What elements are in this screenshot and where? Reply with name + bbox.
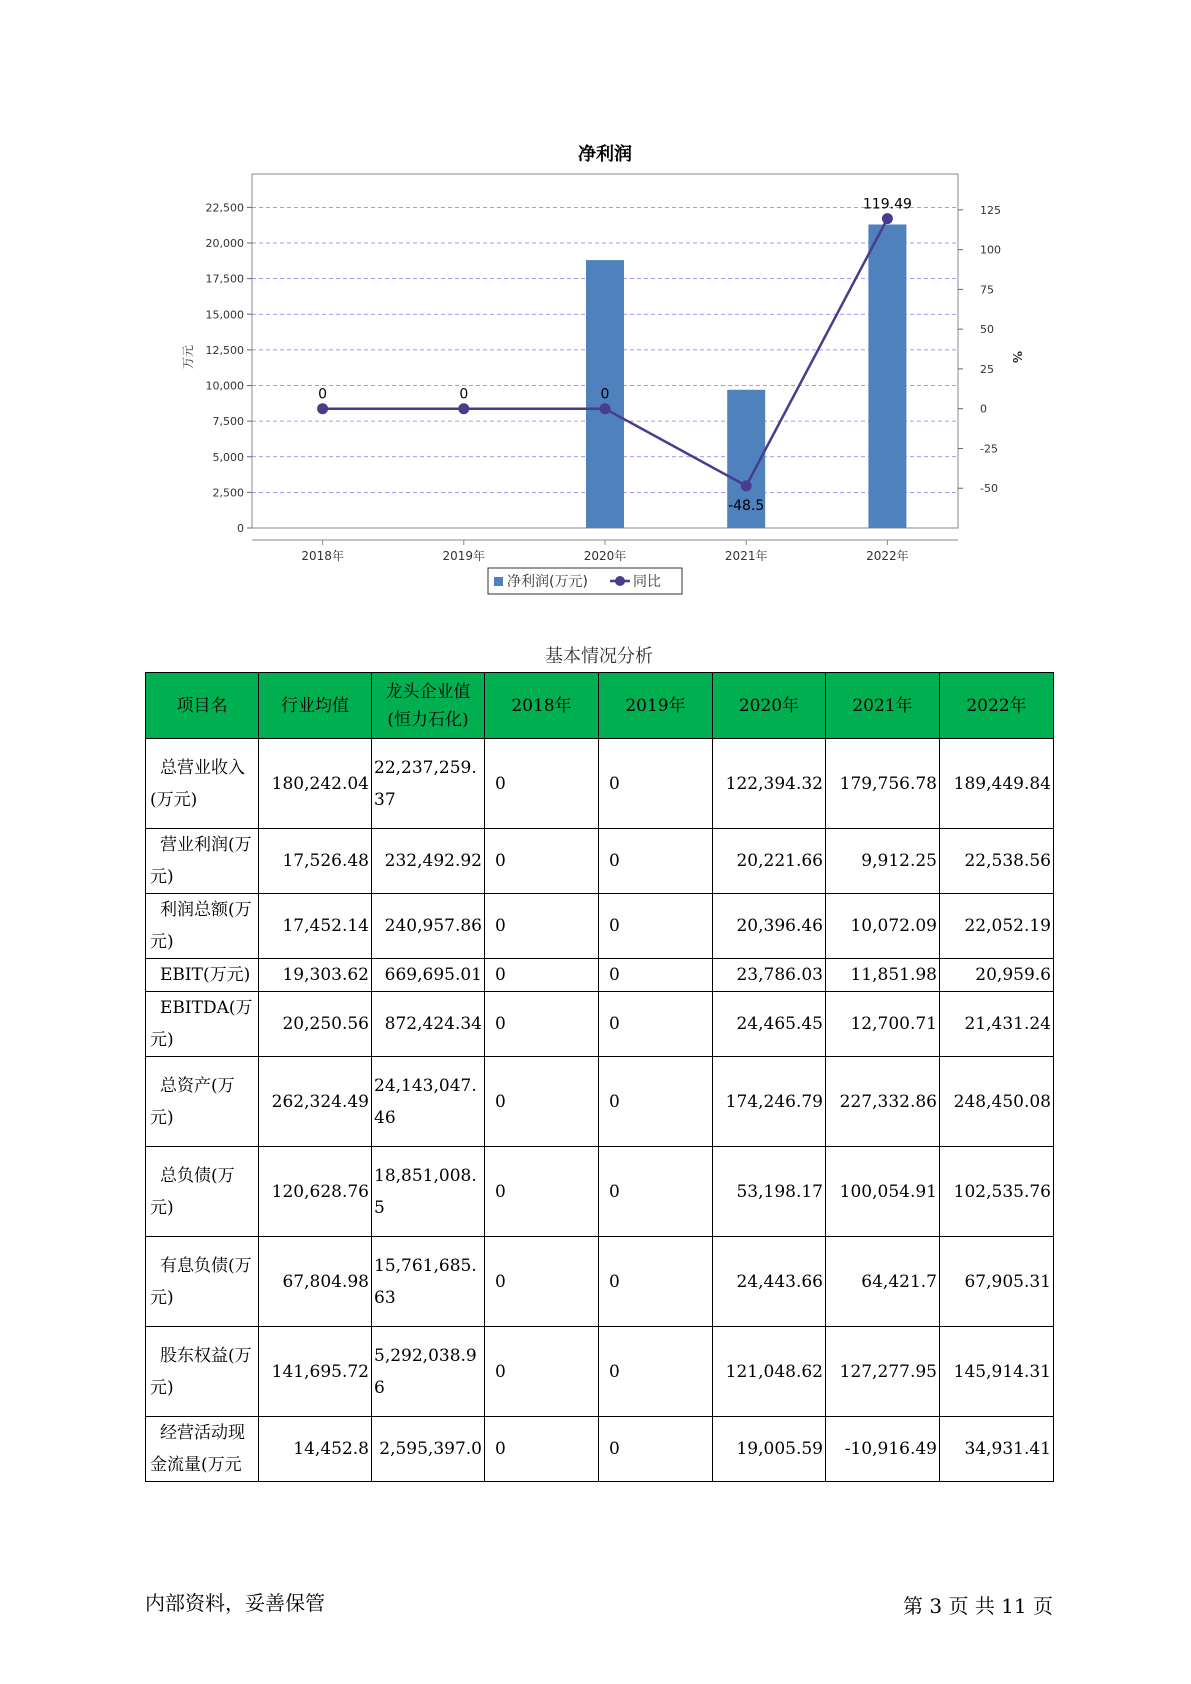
table-cell: 20,959.6 xyxy=(940,959,1054,992)
table-row xyxy=(146,1327,1054,1417)
table-cell: 17,526.48 xyxy=(259,829,372,894)
x-tick-label: 2019年 xyxy=(442,549,486,563)
table-cell: 15,761,685.63 xyxy=(372,1237,485,1327)
table-cell: 0 xyxy=(485,1237,599,1327)
table-cell: 0 xyxy=(599,829,713,894)
table-cell: 53,198.17 xyxy=(713,1147,826,1237)
y2-tick-label: 50 xyxy=(980,323,994,337)
table-cell: 0 xyxy=(485,992,599,1057)
header-cell: 项目名 xyxy=(146,673,259,739)
y-tick-label: 12,500 xyxy=(205,343,244,357)
table-cell: -10,916.49 xyxy=(826,1417,940,1482)
y-tick-label: 22,500 xyxy=(205,201,244,215)
table-cell: 248,450.08 xyxy=(940,1057,1054,1147)
footer-confidential-note: 内部资料，妥善保管 xyxy=(145,1591,325,1615)
table-row xyxy=(146,894,1054,959)
yoy-point xyxy=(317,403,328,414)
header-cell: 2020年 xyxy=(713,673,826,739)
table-cell: 21,431.24 xyxy=(940,992,1054,1057)
table-cell: 24,143,047.46 xyxy=(372,1057,485,1147)
header-cell: 2019年 xyxy=(599,673,713,739)
header-cell: 2018年 xyxy=(485,673,599,739)
table-cell: 0 xyxy=(599,992,713,1057)
table-cell: 20,221.66 xyxy=(713,829,826,894)
legend-line-label: 同比 xyxy=(633,574,661,590)
y2-tick-label: 100 xyxy=(980,243,1001,257)
table-cell: 669,695.01 xyxy=(372,959,485,992)
table-cell: 141,695.72 xyxy=(259,1327,372,1417)
header-cell: 行业均值 xyxy=(259,673,372,739)
net-profit-chart xyxy=(150,130,1024,600)
header-cell: 龙头企业值(恒力石化) xyxy=(372,673,485,739)
table-cell: 14,452.8 xyxy=(259,1417,372,1482)
y-tick-label: 20,000 xyxy=(205,237,244,250)
table-cell: 227,332.86 xyxy=(826,1057,940,1147)
table-cell: 24,443.66 xyxy=(713,1237,826,1327)
table-cell: 19,303.62 xyxy=(259,959,372,992)
table-cell: 19,005.59 xyxy=(713,1417,826,1482)
table-caption: 基本情况分析 xyxy=(545,646,653,667)
y-tick-label: 2,500 xyxy=(212,486,244,500)
row-label-cell: 经营活动现金流量(万元 xyxy=(146,1417,259,1482)
y-tick-label: 0 xyxy=(237,522,244,535)
legend-bar-label: 净利润(万元) xyxy=(507,574,588,590)
table-cell: 179,756.78 xyxy=(826,739,940,829)
table-cell: 0 xyxy=(485,829,599,894)
y2-tick-label: -50 xyxy=(980,482,998,496)
footer-page-number: 第 3 页 共 11 页 xyxy=(903,1594,1053,1618)
table-cell: 9,912.25 xyxy=(826,829,940,894)
table-cell: 2,595,397.0 xyxy=(372,1417,485,1482)
yoy-point xyxy=(741,480,752,491)
row-label-cell: 总营业收入(万元) xyxy=(146,739,259,829)
table-row xyxy=(146,1147,1054,1237)
table-cell: 0 xyxy=(599,894,713,959)
table-cell: 262,324.49 xyxy=(259,1057,372,1147)
table-cell: 34,931.41 xyxy=(940,1417,1054,1482)
table-cell: 122,394.32 xyxy=(713,739,826,829)
table-cell: 22,538.56 xyxy=(940,829,1054,894)
y2-tick-label: -25 xyxy=(980,442,998,456)
header-cell: 2021年 xyxy=(826,673,940,739)
bar xyxy=(868,224,906,528)
table-cell: 5,292,038.96 xyxy=(372,1327,485,1417)
y-tick-label: 5,000 xyxy=(212,450,244,464)
yoy-point xyxy=(458,403,469,414)
table-cell: 22,237,259.37 xyxy=(372,739,485,829)
chart-title: 净利润 xyxy=(578,144,632,165)
table-cell: 102,535.76 xyxy=(940,1147,1054,1237)
y2-tick-label: 125 xyxy=(980,203,1001,217)
y-tick-label: 7,500 xyxy=(212,415,244,429)
table-cell: 23,786.03 xyxy=(713,959,826,992)
table-row xyxy=(146,1237,1054,1327)
y2-tick-label: 0 xyxy=(980,402,987,416)
legend-bar-swatch xyxy=(494,577,503,586)
table-row xyxy=(146,739,1054,829)
table-cell: 120,628.76 xyxy=(259,1147,372,1237)
yoy-data-label: 0 xyxy=(600,386,610,403)
table-cell: 20,250.56 xyxy=(259,992,372,1057)
table-cell: 240,957.86 xyxy=(372,894,485,959)
row-label-cell: 总资产(万元) xyxy=(146,1057,259,1147)
row-label-cell: EBIT(万元) xyxy=(146,959,259,992)
table-row xyxy=(146,1057,1054,1147)
yoy-point xyxy=(882,213,893,224)
table-cell: 0 xyxy=(485,1327,599,1417)
basic-analysis-table xyxy=(145,672,1054,1482)
y-tick-label: 17,500 xyxy=(205,272,244,286)
row-label-cell: 有息负债(万元) xyxy=(146,1237,259,1327)
table-cell: 0 xyxy=(485,894,599,959)
x-tick-label: 2020年 xyxy=(583,549,627,563)
table-cell: 18,851,008.5 xyxy=(372,1147,485,1237)
x-tick-label: 2021年 xyxy=(724,549,768,563)
table-cell: 0 xyxy=(485,739,599,829)
row-label-cell: EBITDA(万元) xyxy=(146,992,259,1057)
table-cell: 0 xyxy=(485,959,599,992)
yoy-data-label: -48.5 xyxy=(728,497,765,514)
table-cell: 0 xyxy=(485,1057,599,1147)
y-tick-label: 10,000 xyxy=(205,379,244,393)
y2-tick-label: 75 xyxy=(980,283,994,297)
table-row xyxy=(146,1417,1054,1482)
table-cell: 0 xyxy=(599,959,713,992)
yoy-data-label: 0 xyxy=(459,386,469,403)
row-label-cell: 总负债(万元) xyxy=(146,1147,259,1237)
table-cell: 127,277.95 xyxy=(826,1327,940,1417)
row-label-cell: 利润总额(万元) xyxy=(146,894,259,959)
table-row xyxy=(146,829,1054,894)
row-label-cell: 股东权益(万元) xyxy=(146,1327,259,1417)
table-cell: 11,851.98 xyxy=(826,959,940,992)
table-cell: 67,905.31 xyxy=(940,1237,1054,1327)
table-cell: 872,424.34 xyxy=(372,992,485,1057)
yoy-point xyxy=(600,403,611,414)
table-cell: 180,242.04 xyxy=(259,739,372,829)
table-cell: 10,072.09 xyxy=(826,894,940,959)
table-cell: 0 xyxy=(599,1057,713,1147)
table-cell: 12,700.71 xyxy=(826,992,940,1057)
table-cell: 17,452.14 xyxy=(259,894,372,959)
x-tick-label: 2022年 xyxy=(866,549,909,563)
table-cell: 145,914.31 xyxy=(940,1327,1054,1417)
table-cell: 174,246.79 xyxy=(713,1057,826,1147)
table-row xyxy=(146,959,1054,992)
table-cell: 0 xyxy=(599,1147,713,1237)
table-cell: 67,804.98 xyxy=(259,1237,372,1327)
table-cell: 0 xyxy=(599,739,713,829)
y-axis-label: 万元 xyxy=(181,344,195,370)
yoy-data-label: 0 xyxy=(318,386,328,403)
yoy-data-label: 119.49 xyxy=(862,196,912,213)
row-label-cell: 营业利润(万元) xyxy=(146,829,259,894)
y2-axis-label: % xyxy=(1010,350,1024,364)
legend-line-marker xyxy=(615,576,625,586)
table-cell: 100,054.91 xyxy=(826,1147,940,1237)
table-cell: 189,449.84 xyxy=(940,739,1054,829)
table-cell: 20,396.46 xyxy=(713,894,826,959)
table-cell: 22,052.19 xyxy=(940,894,1054,959)
y2-tick-label: 25 xyxy=(980,362,994,376)
table-cell: 64,421.7 xyxy=(826,1237,940,1327)
table-header-row xyxy=(146,673,1054,739)
table-cell: 0 xyxy=(485,1417,599,1482)
table-cell: 121,048.62 xyxy=(713,1327,826,1417)
table-cell: 0 xyxy=(599,1327,713,1417)
table-cell: 0 xyxy=(485,1147,599,1237)
header-cell: 2022年 xyxy=(940,673,1054,739)
table-cell: 0 xyxy=(599,1417,713,1482)
table-cell: 24,465.45 xyxy=(713,992,826,1057)
y-tick-label: 15,000 xyxy=(205,308,244,322)
table-row xyxy=(146,992,1054,1057)
table-cell: 0 xyxy=(599,1237,713,1327)
x-tick-label: 2018年 xyxy=(301,549,344,563)
table-cell: 232,492.92 xyxy=(372,829,485,894)
